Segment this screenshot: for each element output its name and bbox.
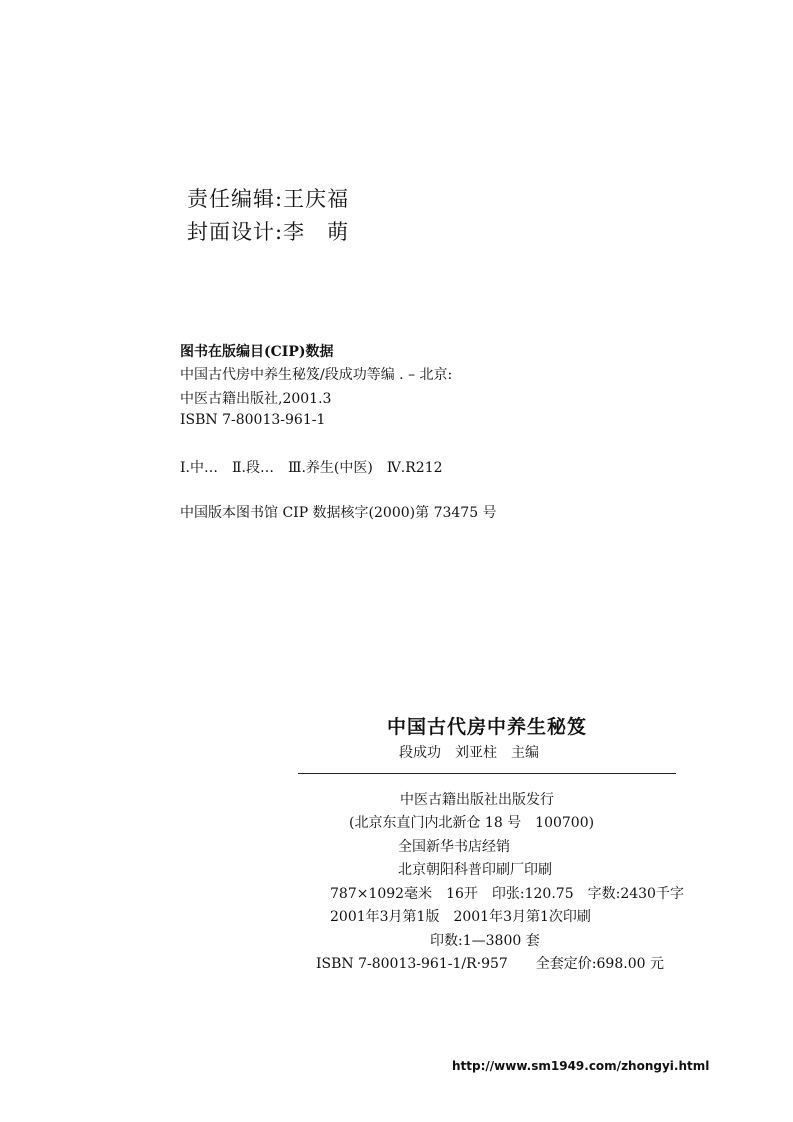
format-specs: 787×1092毫米 16开 印张:120.75 字数:2430千字 <box>330 886 684 902</box>
distributor-line: 全国新华书店经销 <box>398 839 510 855</box>
book-authors: 段成功 刘亚柱 主编 <box>399 745 539 761</box>
source-url-link[interactable]: http://www.sm1949.com/zhongyi.html <box>452 1059 710 1073</box>
cip-line-2: 中医古籍出版社,2001.3 <box>180 391 332 407</box>
cip-approval-number: 中国版本图书馆 CIP 数据核字(2000)第 73475 号 <box>180 505 497 521</box>
cover-designer: 封面设计:李 萌 <box>187 220 350 244</box>
printer-line: 北京朝阳科普印刷厂印刷 <box>398 862 552 878</box>
print-run: 印数:1—3800 套 <box>430 933 540 949</box>
cip-isbn: ISBN 7-80013-961-1 <box>180 412 326 428</box>
edition-line: 2001年3月第1版 2001年3月第1次印刷 <box>330 909 591 925</box>
cip-title: 图书在版编目(CIP)数据 <box>180 344 334 360</box>
responsible-editor: 责任编辑:王庆福 <box>187 187 350 211</box>
divider <box>298 773 676 774</box>
publisher-address: (北京东直门内北新仓 18 号 100700) <box>349 815 595 831</box>
cip-line-1: 中国古代房中养生秘笈/段成功等编 . – 北京: <box>180 367 453 383</box>
isbn-price-line: ISBN 7-80013-961-1/R·957 全套定价:698.00 元 <box>316 956 664 972</box>
cip-classification: Ⅰ.中… Ⅱ.段… Ⅲ.养生(中医) Ⅳ.R212 <box>180 460 443 476</box>
publisher-line: 中医古籍出版社出版发行 <box>400 792 554 808</box>
book-title: 中国古代房中养生秘笈 <box>387 716 588 738</box>
